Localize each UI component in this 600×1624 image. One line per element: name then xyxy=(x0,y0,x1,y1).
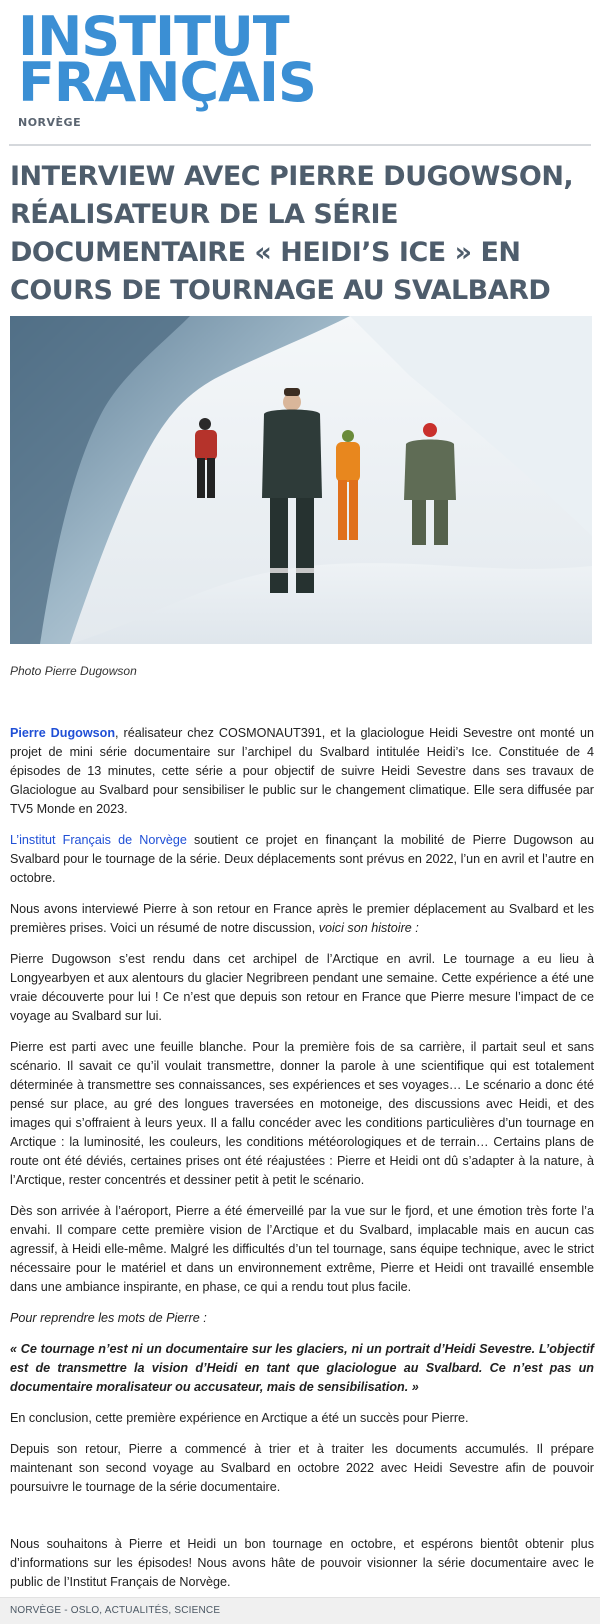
paragraph-funding-text: soutient ce projet en finançant la mobilité de Pierre Dugowson au Svalbard pour le tournage de la série. Deux déplacements sont prévus en 2022, l’un en avril et l’autre en octobre. xyxy=(10,833,594,885)
spacer xyxy=(10,1509,594,1535)
site-header xyxy=(18,5,578,134)
institut-francais-logo[interactable] xyxy=(18,5,578,129)
article-footer xyxy=(0,1597,600,1624)
paragraph-intro-text: , réalisateur chez COSMONAUT391, et la glaciologue Heidi Sevestre ont monté un projet de mini série documentaire sur l’archipel du Svalbard intitulée Heidi’s Ice. Constituée de 4 épisodes de 13 minutes, cette série a pour objectif de suivre Heidi Sevestre dans ses travaux de Glaciologue au Svalbard pour sensibiliser le public sur le changement climatique. Elle sera diffusée par TV5 Monde en 2023. xyxy=(10,726,594,816)
logo-country: NORVÈGE xyxy=(18,116,82,129)
paragraph-next-trip: Depuis son retour, Pierre a commencé à trier et à traiter les documents accumulés. Il prépare maintenant son second voyage au Svalbard en octobre 2022 avec Heidi Sevestre afin de pouvoir poursuivre le tournage de la série documentaire. xyxy=(10,1442,594,1494)
logo-line-1: INSTITUT xyxy=(18,5,289,68)
article-tags[interactable]: NORVÈGE - OSLO, ACTUALITÉS, SCIENCE xyxy=(10,1605,221,1616)
article-body xyxy=(10,724,594,1604)
link-pierre-dugowson[interactable]: Pierre Dugowson xyxy=(10,726,116,740)
paragraph-scenario: Pierre est parti avec une feuille blanche. Pour la première fois de sa carrière, il partait seul et sans scénario. Il savait ce qu’il voulait transmettre, donner la parole à une scientifique qui est totalement déterminée à transmettre ses connaissances, ses expériences et ses voyages… Le scénario a donc été pensé sur place, au gré des longues traversées en motoneige, des discussions avec Heidi, et des images qui s’offraient à leurs yeux. Il a fallu concéder avec les conditions particulières d’un tournage en Arctique : la luminosité, les couleurs, les conditions météorologiques et de terrain… Certains plans de route ont été déviés, certaines prises ont été réajustées : Pierre et Heidi ont dû s’adapter à la nature, à l’Arctique, rester concentrés et dessiner petit à petit le scénario. xyxy=(10,1040,594,1187)
paragraph-arrival: Dès son arrivée à l’aéroport, Pierre a été émerveillé par la vue sur le fjord, et une émotion très forte l’a envahi. Il compare cette première vision de l’Arctique et du Svalbard, implacable mais en aucun cas agressif, à Heidi elle-même. Malgré les difficultés d’un tel tournage, sans équipe technique, avec le strict nécessaire pour le matériel et dans un environnement extrême, Pierre et Heidi ont travaillé ensemble dans une ambiance inspirante, en phase, ce qui a rendu tout plus facile. xyxy=(10,1204,594,1294)
paragraph-interview-text: Nous avons interviewé Pierre à son retour en France après le premier déplacement au Svalbard et les premières prises. Voici un résumé de notre discussion, xyxy=(10,902,594,935)
article-title: INTERVIEW AVEC PIERRE DUGOWSON, RÉALISATEUR DE LA SÉRIE DOCUMENTAIRE « HEIDI’S ICE » EN COURS DE TOURNAGE AU SVALBARD xyxy=(10,161,574,306)
header-divider xyxy=(9,144,591,146)
quote-pierre: « Ce tournage n’est ni un documentaire sur les glaciers, ni un portrait d’Heidi Sevestre. L’objectif est de transmettre la vision d’Heidi en tant que glaciologue au Svalbard. Ce n’est pas un documentaire moralisateur ou accusateur, mais de sensibilisation. » xyxy=(10,1342,594,1394)
paragraph-interview-italic: voici son histoire : xyxy=(318,921,419,935)
paragraph-interview xyxy=(10,900,594,938)
article-photo xyxy=(10,316,592,644)
link-institut-francais-norvege[interactable]: L’institut Français de Norvège xyxy=(10,833,187,847)
paragraph-quote-intro: Pour reprendre les mots de Pierre : xyxy=(10,1311,207,1325)
paragraph-trip: Pierre Dugowson s’est rendu dans cet archipel de l’Arctique en avril. Le tournage a eu lieu à Longyearbyen et aux alentours du glacier Negribreen pendant une semaine. Cette expérience a été une vraie découverte pour lui ! Ce n’est que depuis son retour en France que Pierre mesure l’impact de ce voyage au Svalbard sur lui. xyxy=(10,952,594,1023)
photo-caption: Photo Pierre Dugowson xyxy=(10,664,137,678)
paragraph-conclusion: En conclusion, cette première expérience en Arctique a été un succès pour Pierre. xyxy=(10,1411,469,1425)
paragraph-funding xyxy=(10,831,594,888)
logo-line-2: FRANÇAIS xyxy=(18,51,316,114)
ice-cave-photo xyxy=(10,316,592,644)
paragraph-intro xyxy=(10,724,594,819)
paragraph-wishes: Nous souhaitons à Pierre et Heidi un bon tournage en octobre, et espérons bientôt obtenir plus d’informations sur les épisodes! Nous avons hâte de pouvoir visionner la série documentaire avec le public de l’Institut Français de Norvège. xyxy=(10,1537,594,1589)
